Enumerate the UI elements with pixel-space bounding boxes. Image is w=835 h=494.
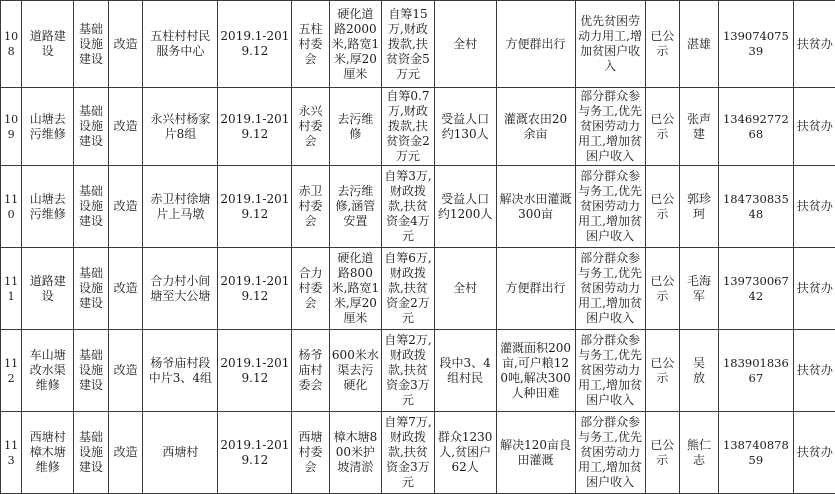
cell-funding: 自筹3万,财政拨款,扶贫资金4万元 (382, 166, 435, 248)
cell-category: 基础设施建设 (74, 248, 109, 330)
cell-benefit: 灌溉面积200亩,可户粮120吨,解决300人种田难 (496, 330, 575, 412)
cell-period: 2019.1-2019.12 (218, 1, 292, 88)
cell-contact: 张声建 (680, 88, 719, 166)
cell-category: 基础设施建设 (74, 412, 109, 494)
cell-location: 西塘村 (143, 412, 218, 494)
cell-content: 樟木塘800米护坡清淤 (329, 412, 382, 494)
cell-location: 永兴村杨家片8组 (143, 88, 218, 166)
cell-unit: 西塘村委会 (292, 412, 329, 494)
cell-contact: 熊仁志 (680, 412, 719, 494)
cell-unit: 永兴村委会 (292, 88, 329, 166)
cell-no: 111 (1, 248, 22, 330)
cell-status: 已公示 (645, 1, 680, 88)
cell-benefit: 解决水田灌溉300亩 (496, 166, 575, 248)
cell-project: 山塘去污维修 (22, 88, 74, 166)
cell-location: 赤卫村徐塘片上马墩 (143, 166, 218, 248)
cell-office: 扶贫办 (793, 1, 835, 88)
cell-no: 112 (1, 330, 22, 412)
cell-contact: 郭珍珂 (680, 166, 719, 248)
cell-period: 2019.1-2019.12 (218, 88, 292, 166)
cell-mechanism: 部分群众参与务工,优先贫困劳动力用工,增加贫困户收入 (575, 248, 645, 330)
cell-contact: 吴 放 (680, 330, 719, 412)
cell-unit: 五柱村委会 (292, 1, 329, 88)
cell-project: 车山塘改水渠维修 (22, 330, 74, 412)
table-row (1, 412, 835, 494)
cell-type: 改造 (108, 330, 143, 412)
cell-project: 道路建设 (22, 1, 74, 88)
cell-office: 扶贫办 (793, 412, 835, 494)
cell-project: 道路建设 (22, 248, 74, 330)
table-row (1, 248, 835, 330)
cell-mechanism: 部分群众参与务工,优先贫困劳动力用工,增加贫困户收入 (575, 166, 645, 248)
cell-mechanism: 优先贫困劳动力用工,增加贫困户收入 (575, 1, 645, 88)
cell-category: 基础设施建设 (74, 1, 109, 88)
cell-office: 扶贫办 (793, 166, 835, 248)
cell-unit: 杨爷庙村委会 (292, 330, 329, 412)
cell-no: 108 (1, 1, 22, 88)
cell-benefit: 方便群出行 (496, 248, 575, 330)
cell-unit: 赤卫村委会 (292, 166, 329, 248)
cell-no: 113 (1, 412, 22, 494)
cell-period: 2019.1-2019.12 (218, 412, 292, 494)
cell-beneficiary: 群众1230人,贫困户62人 (434, 412, 496, 494)
cell-location: 杨爷庙村段中片3、4组 (143, 330, 218, 412)
cell-type: 改造 (108, 88, 143, 166)
cell-period: 2019.1-2019.12 (218, 166, 292, 248)
cell-no: 109 (1, 88, 22, 166)
table-row (1, 1, 835, 88)
cell-phone: 13469277268 (718, 88, 793, 166)
cell-funding: 自筹15万,财政拨款,扶贫资金5万元 (382, 1, 435, 88)
cell-category: 基础设施建设 (74, 330, 109, 412)
cell-project: 西塘村樟木塘维修 (22, 412, 74, 494)
cell-location: 合力村小间塘至大公塘 (143, 248, 218, 330)
cell-content: 去污维修 (329, 88, 382, 166)
table-row (1, 166, 835, 248)
cell-benefit: 解决120亩良田灌溉 (496, 412, 575, 494)
cell-office: 扶贫办 (793, 248, 835, 330)
cell-mechanism: 部分群众参与务工,优先贫困劳动力用工,增加贫困户收入 (575, 330, 645, 412)
table-body (1, 1, 835, 494)
cell-content: 600米水渠去污硬化 (329, 330, 382, 412)
cell-status: 已公示 (645, 412, 680, 494)
cell-category: 基础设施建设 (74, 166, 109, 248)
cell-phone: 18390183667 (718, 330, 793, 412)
cell-funding: 自筹7万,财政拨款,扶贫资金3万元 (382, 412, 435, 494)
table-row (1, 330, 835, 412)
cell-beneficiary: 受益人口约1200人 (434, 166, 496, 248)
cell-period: 2019.1-2019.12 (218, 248, 292, 330)
cell-beneficiary: 全村 (434, 248, 496, 330)
cell-status: 已公示 (645, 166, 680, 248)
cell-beneficiary: 全村 (434, 1, 496, 88)
cell-type: 改造 (108, 248, 143, 330)
cell-contact: 毛海军 (680, 248, 719, 330)
cell-type: 改造 (108, 166, 143, 248)
cell-type: 改造 (108, 1, 143, 88)
cell-no: 110 (1, 166, 22, 248)
cell-contact: 湛雄 (680, 1, 719, 88)
cell-phone: 18473083548 (718, 166, 793, 248)
cell-project: 山塘去污维修 (22, 166, 74, 248)
cell-mechanism: 部分群众参与务工,优先贫困劳动力用工,增加贫困户收入 (575, 88, 645, 166)
cell-phone: 13973006742 (718, 248, 793, 330)
cell-funding: 自筹0.7万,财政拨款,扶贫资金2万元 (382, 88, 435, 166)
cell-content: 去污维修,涵管安置 (329, 166, 382, 248)
cell-category: 基础设施建设 (74, 88, 109, 166)
cell-location: 五柱村村民服务中心 (143, 1, 218, 88)
cell-funding: 自筹2万,财政拨款,扶贫资金3万元 (382, 330, 435, 412)
cell-phone: 13907407539 (718, 1, 793, 88)
cell-beneficiary: 段中3、4组村民 (434, 330, 496, 412)
cell-period: 2019.1-2019.12 (218, 330, 292, 412)
cell-benefit: 灌溉农田20余亩 (496, 88, 575, 166)
cell-office: 扶贫办 (793, 88, 835, 166)
cell-status: 已公示 (645, 248, 680, 330)
cell-mechanism: 部分群众参与务工,优先贫困劳动力用工,增加贫困户收入 (575, 412, 645, 494)
table-row (1, 88, 835, 166)
cell-beneficiary: 受益人口约130人 (434, 88, 496, 166)
cell-status: 已公示 (645, 330, 680, 412)
cell-unit: 合力村委会 (292, 248, 329, 330)
cell-content: 硬化道路2000米,路宽1米,厚20厘米 (329, 1, 382, 88)
cell-office: 扶贫办 (793, 330, 835, 412)
cell-phone: 13874087859 (718, 412, 793, 494)
cell-funding: 自筹6万,财政拨款,扶贫资金2万元 (382, 248, 435, 330)
cell-benefit: 方便群出行 (496, 1, 575, 88)
cell-type: 改造 (108, 412, 143, 494)
cell-status: 已公示 (645, 88, 680, 166)
cell-content: 硬化道路800米,路宽1米,厚20厘米 (329, 248, 382, 330)
